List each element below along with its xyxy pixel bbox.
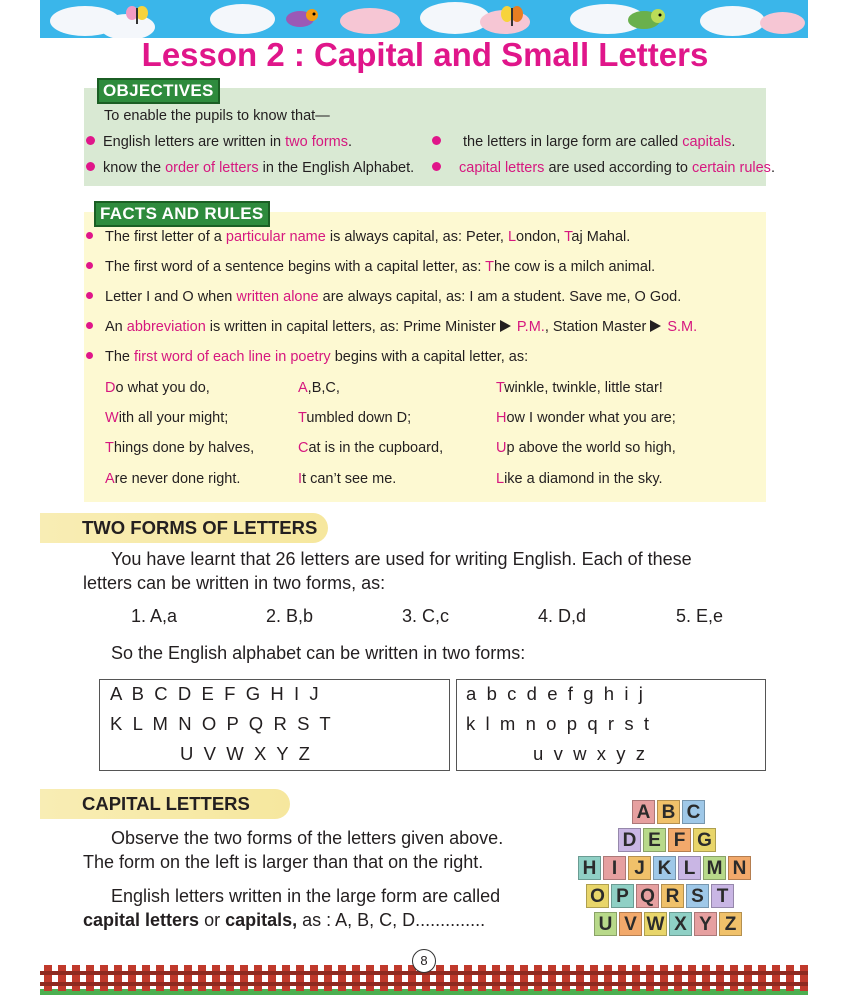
letter-block: K bbox=[653, 856, 676, 880]
fence-post bbox=[310, 965, 318, 991]
rule-item: The first word of a sentence begins with a capital letter, as: The cow is a milch animal. bbox=[86, 259, 655, 275]
poem-line: Up above the world so high, bbox=[496, 440, 676, 456]
fence-post bbox=[72, 965, 80, 991]
paragraph: capital letters or capitals, as : A, B, C, D.............. bbox=[83, 910, 486, 930]
fence-post bbox=[576, 965, 584, 991]
objectives-heading: OBJECTIVES bbox=[97, 78, 220, 104]
page-number: 8 bbox=[412, 949, 436, 973]
letter-block: H bbox=[578, 856, 601, 880]
letter-block: B bbox=[657, 800, 680, 824]
letter-block: C bbox=[682, 800, 705, 824]
arrow-right-icon bbox=[650, 320, 661, 332]
bullet-icon bbox=[86, 136, 95, 145]
fence-post bbox=[366, 965, 374, 991]
poem-line: How I wonder what you are; bbox=[496, 410, 676, 426]
fence-post bbox=[464, 965, 472, 991]
fence-post bbox=[674, 965, 682, 991]
letter-block: R bbox=[661, 884, 684, 908]
letter-block: T bbox=[711, 884, 734, 908]
fence-post bbox=[520, 965, 528, 991]
fence-post bbox=[618, 965, 626, 991]
objectives-intro: To enable the pupils to know that— bbox=[104, 108, 330, 124]
butterfly-icon bbox=[500, 4, 524, 30]
arrow-right-icon bbox=[500, 320, 511, 332]
fence-post bbox=[562, 965, 570, 991]
fence-post bbox=[226, 965, 234, 991]
two-forms-heading: TWO FORMS OF LETTERS bbox=[40, 513, 328, 543]
bullet-icon bbox=[86, 232, 93, 239]
alphabet-row: k l m n o p q r s t bbox=[466, 713, 649, 734]
letter-block: X bbox=[669, 912, 692, 936]
fence-post bbox=[156, 965, 164, 991]
fence-post bbox=[86, 965, 94, 991]
letter-block: S bbox=[686, 884, 709, 908]
bullet-icon bbox=[86, 162, 95, 171]
paragraph: You have learnt that 26 letters are used for writing English. Each of these bbox=[111, 549, 692, 569]
alphabet-row: K L M N O P Q R S T bbox=[110, 713, 331, 734]
bullet-icon bbox=[432, 136, 441, 145]
fence-post bbox=[58, 965, 66, 991]
letter-block: G bbox=[693, 828, 716, 852]
fence-post bbox=[548, 965, 556, 991]
fence-post bbox=[380, 965, 388, 991]
paragraph: So the English alphabet can be written in two forms: bbox=[111, 643, 526, 663]
fence-post bbox=[716, 965, 724, 991]
capital-letters-heading: CAPITAL LETTERS bbox=[40, 789, 290, 819]
rule-item: The first letter of a particular name is always capital, as: Peter, London, Taj Mahal. bbox=[86, 229, 630, 245]
letter-block: A bbox=[632, 800, 655, 824]
fence-post bbox=[702, 965, 710, 991]
paragraph: Observe the two forms of the letters given above. bbox=[111, 828, 504, 848]
poem-line: Do what you do, bbox=[105, 380, 210, 396]
fence-post bbox=[660, 965, 668, 991]
fence-post bbox=[338, 965, 346, 991]
fence-post bbox=[282, 965, 290, 991]
letter-block: Y bbox=[694, 912, 717, 936]
fence-post bbox=[198, 965, 206, 991]
objective-item: English letters are written in two forms. bbox=[86, 134, 352, 150]
bullet-icon bbox=[86, 262, 93, 269]
fence-post bbox=[268, 965, 276, 991]
poem-line: With all your might; bbox=[105, 410, 229, 426]
letter-block: I bbox=[603, 856, 626, 880]
sky-banner bbox=[40, 0, 808, 38]
rule-item: The first word of each line in poetry begins with a capital letter, as: bbox=[86, 349, 528, 365]
fence-post bbox=[394, 965, 402, 991]
fence-post bbox=[786, 965, 794, 991]
fence-post bbox=[240, 965, 248, 991]
fence-post bbox=[590, 965, 598, 991]
fence-post bbox=[128, 965, 136, 991]
example-item: 5. E,e bbox=[676, 606, 724, 626]
rule-item: An abbreviation is written in capital letters, as: Prime Minister P.M., Station Master S.M. bbox=[86, 319, 697, 335]
fence-post bbox=[506, 965, 514, 991]
alphabet-blocks-illustration bbox=[578, 800, 774, 940]
facts-heading: FACTS AND RULES bbox=[94, 201, 270, 227]
fence-post bbox=[646, 965, 654, 991]
alphabet-row: A B C D E F G H I J bbox=[110, 683, 319, 704]
letter-block: P bbox=[611, 884, 634, 908]
fence-post bbox=[324, 965, 332, 991]
fence-post bbox=[492, 965, 500, 991]
butterfly-icon bbox=[125, 4, 149, 28]
fence-post bbox=[772, 965, 780, 991]
fence-post bbox=[254, 965, 262, 991]
poem-line: Are never done right. bbox=[105, 471, 241, 487]
letter-block: D bbox=[618, 828, 641, 852]
fence-post bbox=[142, 965, 150, 991]
bullet-icon bbox=[86, 322, 93, 329]
letter-block: Q bbox=[636, 884, 659, 908]
bullet-icon bbox=[86, 292, 93, 299]
fence-post bbox=[632, 965, 640, 991]
example-item: 4. D,d bbox=[538, 606, 587, 626]
fence-post bbox=[450, 965, 458, 991]
poem-line: Tumbled down D; bbox=[298, 410, 412, 426]
letter-block: U bbox=[594, 912, 617, 936]
fence-post bbox=[100, 965, 108, 991]
poem-line: Things done by halves, bbox=[105, 440, 255, 456]
fence-post bbox=[534, 965, 542, 991]
letter-block: Z bbox=[719, 912, 742, 936]
letter-block: L bbox=[678, 856, 701, 880]
alphabet-row: u v w x y z bbox=[533, 743, 646, 764]
letter-block: O bbox=[586, 884, 609, 908]
fence-post bbox=[436, 965, 444, 991]
fence-post bbox=[170, 965, 178, 991]
letter-block: F bbox=[668, 828, 691, 852]
fence-post bbox=[758, 965, 766, 991]
fence-post bbox=[478, 965, 486, 991]
objective-item: the letters in large form are called capitals. bbox=[432, 134, 735, 150]
objective-item: capital letters are used according to certain rules. bbox=[432, 160, 775, 176]
poem-line: Twinkle, twinkle, little star! bbox=[496, 380, 663, 396]
example-item: 2. B,b bbox=[266, 606, 314, 626]
fence-post bbox=[730, 965, 738, 991]
alphabet-row: a b c d e f g h i j bbox=[466, 683, 643, 704]
letter-block: M bbox=[703, 856, 726, 880]
letter-block: E bbox=[643, 828, 666, 852]
poem-line: It can’t see me. bbox=[298, 471, 397, 487]
fence-post bbox=[44, 965, 52, 991]
bird-icon bbox=[620, 6, 670, 32]
fence-post bbox=[352, 965, 360, 991]
letter-block: N bbox=[728, 856, 751, 880]
poem-line: Like a diamond in the sky. bbox=[496, 471, 663, 487]
fence-rail bbox=[40, 982, 808, 986]
capital-alphabet-box bbox=[99, 679, 450, 771]
letter-block: W bbox=[644, 912, 667, 936]
alphabet-row: U V W X Y Z bbox=[180, 743, 310, 764]
bullet-icon bbox=[432, 162, 441, 171]
paragraph: letters can be written in two forms, as: bbox=[83, 573, 386, 593]
example-item: 1. A,a bbox=[131, 606, 178, 626]
bullet-icon bbox=[86, 352, 93, 359]
small-alphabet-box bbox=[456, 679, 766, 771]
letter-block: J bbox=[628, 856, 651, 880]
fence-post bbox=[604, 965, 612, 991]
fence-post bbox=[184, 965, 192, 991]
page-title: Lesson 2 : Capital and Small Letters bbox=[141, 36, 709, 73]
objective-item: know the order of letters in the English Alphabet. bbox=[86, 160, 414, 176]
fence-post bbox=[800, 965, 808, 991]
fence-post bbox=[296, 965, 304, 991]
rule-item: Letter I and O when written alone are always capital, as: I am a student. Save me, O God. bbox=[86, 289, 681, 305]
letter-block: V bbox=[619, 912, 642, 936]
paragraph: English letters written in the large form are called bbox=[111, 886, 501, 906]
fence-post bbox=[212, 965, 220, 991]
poem-line: A,B,C, bbox=[298, 380, 340, 396]
fence-post bbox=[688, 965, 696, 991]
fence-post bbox=[744, 965, 752, 991]
poem-line: Cat is in the cupboard, bbox=[298, 440, 444, 456]
paragraph: The form on the left is larger than that on the right. bbox=[83, 852, 484, 872]
example-item: 3. C,c bbox=[402, 606, 450, 626]
bird-icon bbox=[280, 6, 320, 30]
fence-post bbox=[114, 965, 122, 991]
